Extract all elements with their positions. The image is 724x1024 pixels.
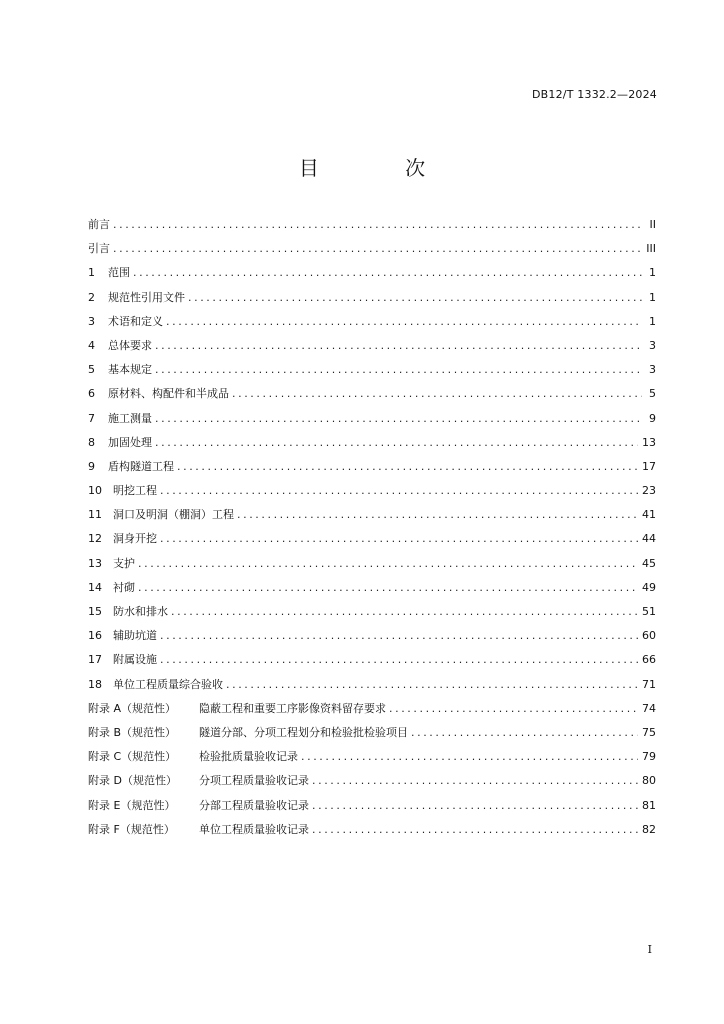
toc-leader-dots (155, 363, 642, 376)
toc-page-number: 41 (642, 508, 656, 522)
toc-page-number: 45 (642, 556, 656, 570)
toc-entry[interactable] (88, 337, 656, 361)
toc-entry[interactable] (88, 603, 656, 627)
toc-page-number: 81 (642, 798, 656, 812)
toc-leader-dots (160, 653, 638, 666)
toc-entry[interactable] (88, 797, 656, 821)
toc-entry[interactable] (88, 506, 656, 530)
toc-page-number: 3 (649, 363, 656, 377)
toc-entry[interactable] (88, 627, 656, 651)
toc-entry[interactable] (88, 385, 656, 409)
toc-title: 检验批质量验收记录 (199, 750, 298, 764)
toc-section-number: 16 (88, 629, 102, 643)
toc-entry[interactable] (88, 240, 656, 264)
toc-title: 范围 (108, 266, 130, 280)
toc-leader-dots (113, 218, 642, 231)
page-title: 目 次 (298, 156, 466, 180)
toc-page-number: 80 (642, 774, 656, 788)
toc-page-number: 71 (642, 677, 656, 691)
toc-leader-dots (138, 557, 638, 570)
toc-title: 衬砌 (113, 580, 135, 594)
toc-entry[interactable] (88, 651, 656, 675)
toc-leader-dots (138, 581, 638, 594)
toc-section-number: 10 (88, 484, 102, 498)
toc-leader-dots (411, 726, 638, 739)
toc-leader-dots (312, 774, 638, 787)
toc-section-number: 2 (88, 290, 95, 304)
toc-title: 基本规定 (108, 363, 152, 377)
toc-leader-dots (166, 315, 642, 328)
page-number: I (647, 943, 652, 956)
toc-title: 分项工程质量验收记录 (199, 774, 309, 788)
toc-page-number: 5 (649, 387, 656, 401)
toc-page-number: 74 (642, 701, 656, 715)
toc-title: 洞口及明洞（棚洞）工程 (113, 508, 234, 522)
toc-title: 规范性引用文件 (108, 290, 185, 304)
toc-page-number: II (649, 218, 656, 231)
toc-entry[interactable] (88, 772, 656, 796)
toc-page-number: 1 (649, 290, 656, 304)
toc-page-number: 13 (642, 435, 656, 449)
toc-title: 加固处理 (108, 435, 152, 449)
toc-appendix-label: 附录 B（规范性） (88, 725, 177, 739)
toc-title: 分部工程质量验收记录 (199, 798, 309, 812)
toc-appendix-label: 附录 D（规范性） (88, 774, 177, 788)
toc-entry[interactable] (88, 482, 656, 506)
table-of-contents (88, 216, 656, 845)
toc-entry[interactable] (88, 434, 656, 458)
toc-section-number: 5 (88, 363, 95, 377)
toc-entry[interactable] (88, 530, 656, 554)
toc-appendix-label: 附录 E（规范性） (88, 798, 176, 812)
toc-section-number: 12 (88, 532, 102, 546)
toc-title: 隧道分部、分项工程划分和检验批检验项目 (199, 725, 408, 739)
toc-entry[interactable] (88, 676, 656, 700)
toc-title: 单位工程质量验收记录 (199, 822, 309, 836)
toc-leader-dots (160, 532, 638, 545)
toc-page-number: 23 (642, 484, 656, 498)
toc-leader-dots (226, 678, 638, 691)
toc-title: 引言 (88, 242, 110, 256)
toc-title: 单位工程质量综合验收 (113, 677, 223, 691)
toc-page-number: 49 (642, 580, 656, 594)
toc-page-number: 17 (642, 459, 656, 473)
toc-entry[interactable] (88, 361, 656, 385)
toc-section-number: 18 (88, 677, 102, 691)
toc-leader-dots (188, 291, 642, 304)
toc-title: 支护 (113, 556, 135, 570)
toc-title: 总体要求 (108, 338, 152, 352)
toc-entry[interactable] (88, 724, 656, 748)
toc-appendix-label: 附录 A（规范性） (88, 701, 177, 715)
toc-title: 前言 (88, 218, 110, 231)
toc-entry[interactable] (88, 700, 656, 724)
toc-leader-dots (237, 508, 638, 521)
toc-section-number: 8 (88, 435, 95, 449)
toc-title: 施工测量 (108, 411, 152, 425)
toc-leader-dots (301, 750, 638, 763)
toc-leader-dots (155, 339, 642, 352)
toc-leader-dots (177, 460, 638, 473)
toc-title: 明挖工程 (113, 484, 157, 498)
toc-entry[interactable] (88, 313, 656, 337)
toc-page-number: 60 (642, 629, 656, 643)
toc-page-number: 51 (642, 605, 656, 618)
toc-entry[interactable] (88, 216, 656, 240)
toc-title: 洞身开挖 (113, 532, 157, 546)
toc-page-number: 82 (642, 822, 656, 836)
toc-title: 附属设施 (113, 653, 157, 667)
toc-entry[interactable] (88, 458, 656, 482)
toc-section-number: 3 (88, 314, 95, 328)
toc-section-number: 13 (88, 556, 102, 570)
toc-page-number: 3 (649, 338, 656, 352)
toc-leader-dots (155, 412, 642, 425)
toc-section-number: 11 (88, 508, 102, 522)
toc-leader-dots (232, 387, 642, 400)
toc-title: 盾构隧道工程 (108, 459, 174, 473)
toc-page-number: 1 (649, 266, 656, 280)
toc-leader-dots (389, 702, 638, 715)
toc-section-number: 15 (88, 605, 102, 618)
toc-leader-dots (155, 436, 638, 449)
toc-leader-dots (113, 242, 642, 255)
toc-leader-dots (312, 799, 638, 812)
toc-page-number: III (646, 242, 656, 256)
toc-page-number: 9 (649, 411, 656, 425)
toc-leader-dots (160, 484, 638, 497)
toc-title: 防水和排水 (113, 605, 168, 618)
toc-entry[interactable] (88, 748, 656, 772)
toc-appendix-label: 附录 C（规范性） (88, 750, 177, 764)
toc-title: 术语和定义 (108, 314, 163, 328)
toc-section-number: 9 (88, 459, 95, 473)
toc-entry[interactable] (88, 289, 656, 313)
toc-leader-dots (133, 266, 642, 279)
toc-section-number: 6 (88, 387, 95, 401)
toc-leader-dots (160, 629, 638, 642)
toc-page-number: 1 (649, 314, 656, 328)
toc-appendix-label: 附录 F（规范性） (88, 822, 175, 836)
toc-title: 原材料、构配件和半成品 (108, 387, 229, 401)
toc-leader-dots (171, 605, 638, 618)
toc-entry[interactable] (88, 555, 656, 579)
toc-entry[interactable] (88, 579, 656, 603)
toc-page-number: 75 (642, 725, 656, 739)
toc-section-number: 7 (88, 411, 95, 425)
toc-section-number: 14 (88, 580, 102, 594)
toc-section-number: 17 (88, 653, 102, 667)
toc-section-number: 4 (88, 338, 95, 352)
toc-section-number: 1 (88, 266, 95, 280)
toc-entry[interactable] (88, 264, 656, 288)
toc-entry[interactable] (88, 821, 656, 845)
document-code: DB12/T 1332.2—2024 (531, 88, 657, 101)
toc-leader-dots (312, 823, 638, 836)
toc-page-number: 66 (642, 653, 656, 667)
toc-entry[interactable] (88, 410, 656, 434)
toc-title: 隐蔽工程和重要工序影像资料留存要求 (199, 701, 386, 715)
toc-title: 辅助坑道 (113, 629, 157, 643)
toc-page-number: 44 (642, 532, 656, 546)
toc-page-number: 79 (642, 750, 656, 764)
